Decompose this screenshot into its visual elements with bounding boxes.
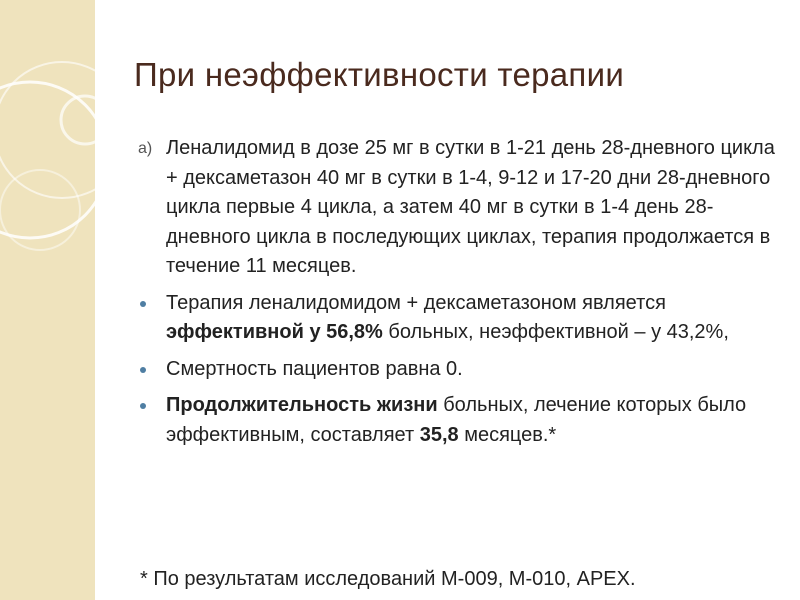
efficacy-bold: эффективной у 56,8% bbox=[166, 321, 383, 343]
slide-content bbox=[138, 134, 778, 457]
item-a-text: Леналидомид в дозе 25 мг в сутки в 1-21 день 28-дневного цикла + дексаметазон 40 мг в сутки в 1-4, 9-12 и 17-20 дни 28-дневного цикла первые 4 цикла, а затем 40 мг в сутки в 1-4 день 28-дневного цикла в последующих циклах, терапия продолжается в течение 11 месяцев. bbox=[166, 137, 775, 277]
efficacy-text-2: больных, неэффективной – у 43,2%, bbox=[382, 321, 729, 343]
footnote: * По результатам исследований М-009, М-010, APEX. bbox=[140, 568, 636, 590]
decorative-side-band bbox=[0, 0, 95, 600]
mortality-text: Смертность пациентов равна 0. bbox=[166, 357, 463, 380]
list-item-survival bbox=[138, 391, 778, 450]
survival-text-2: месяцев.* bbox=[458, 423, 557, 446]
bullet-icon bbox=[140, 367, 146, 373]
bullet-icon bbox=[140, 403, 146, 409]
list-item-efficacy bbox=[138, 289, 778, 348]
efficacy-text-1: Терапия леналидомидом + дексаметазоном является bbox=[166, 291, 666, 314]
survival-text-1: больных, лечение которых было эффективным, составляет bbox=[166, 394, 747, 446]
side-divider bbox=[95, 0, 97, 600]
decorative-circles bbox=[0, 0, 95, 600]
slide-title: При неэффективности терапии bbox=[134, 56, 625, 93]
list-item-mortality bbox=[138, 355, 778, 385]
survival-bold-label: Продолжительность жизни bbox=[166, 394, 438, 416]
list-item-a bbox=[138, 134, 778, 282]
survival-bold-value: 35,8 bbox=[419, 423, 459, 446]
item-letter-marker: а) bbox=[138, 140, 153, 157]
bullet-icon bbox=[140, 301, 146, 307]
